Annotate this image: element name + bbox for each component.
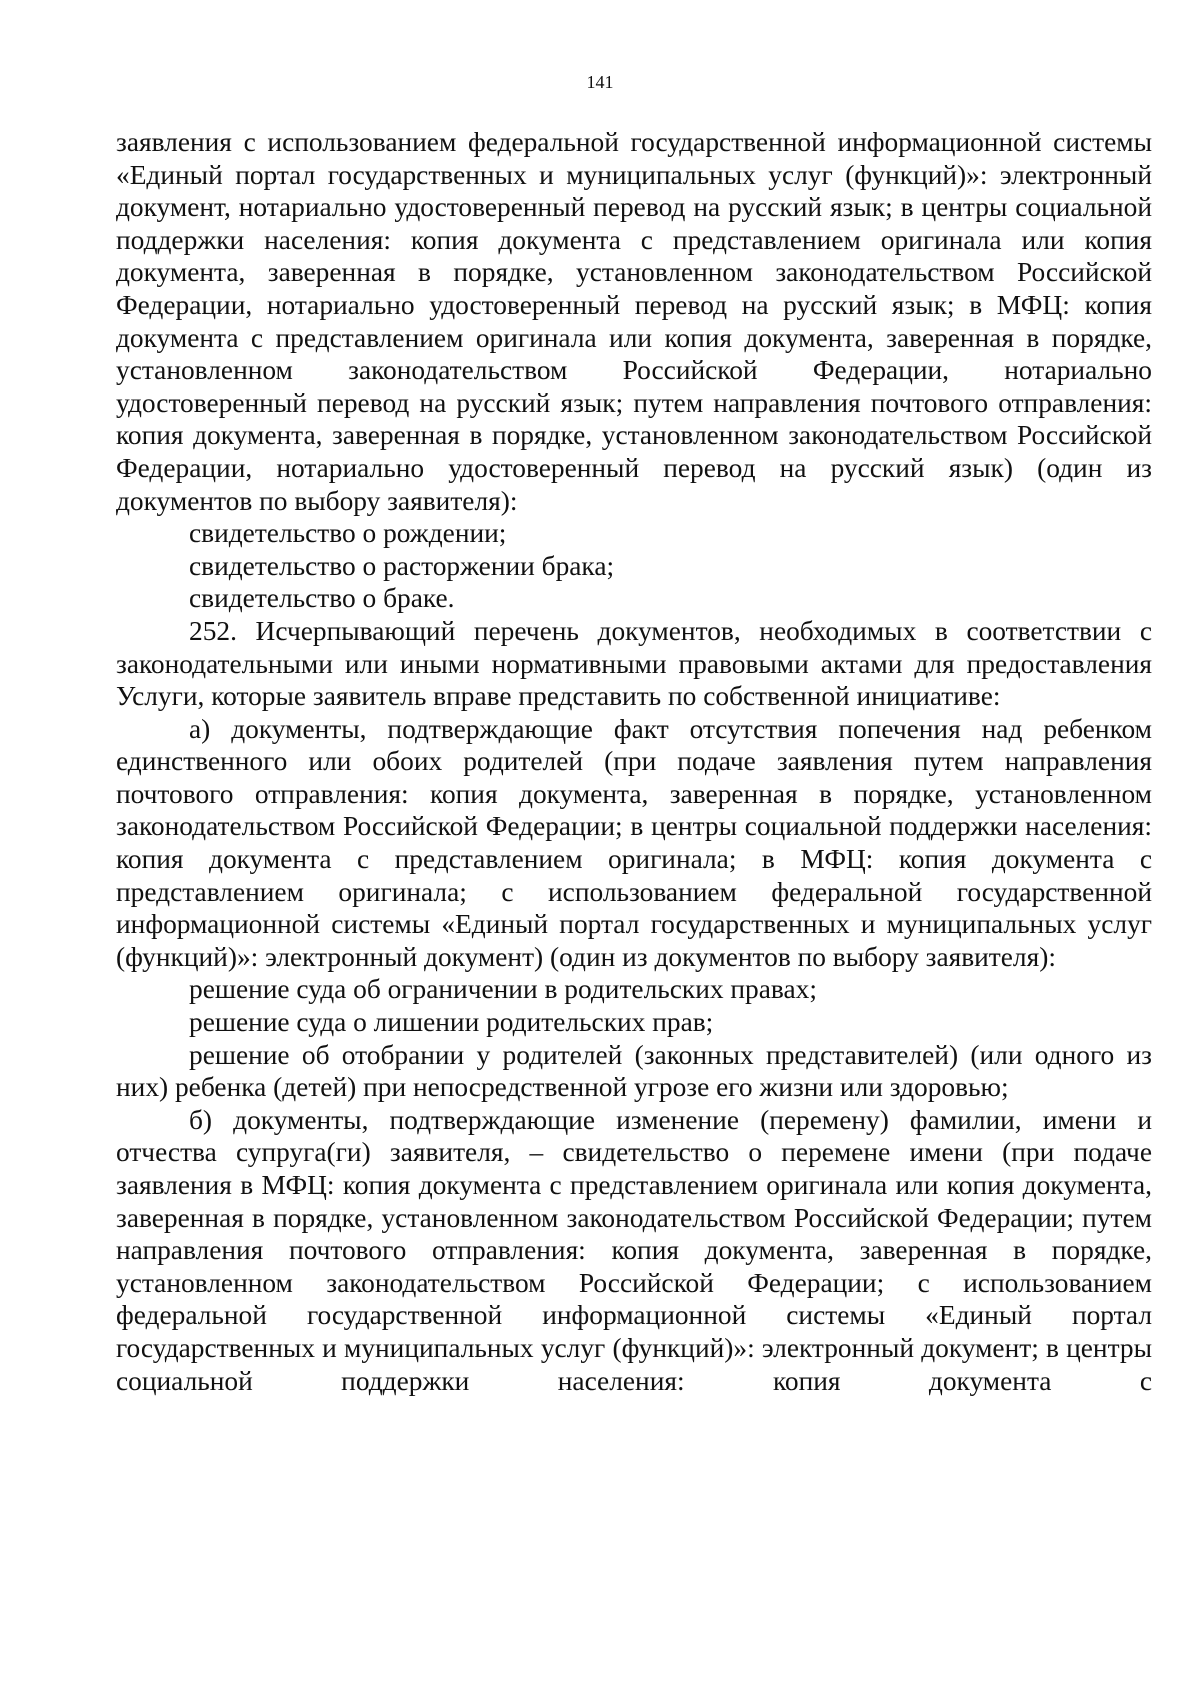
paragraph-continuation: заявления с использованием федеральной государственной информационной системы «Единый портал государственных и муниципальных услуг (функций)»: электронный документ, нотариально удостоверенный перевод на русский язык; в центры социальной поддержки населения: копия документа с представлением оригинала или копия документа, заверенная в порядке, установленном законодательством Российской Федерации, нотариально удостоверенный перевод на русский язык; в МФЦ: копия документа с представлением оригинала или копия документа, заверенная в порядке, установленном законодательством Российской Федерации, нотариально удостоверенный перевод на русский язык; путем направления почтового отправления: копия документа, заверенная в порядке, установленном законодательством Российской Федерации, нотариально удостоверенный перевод на русский язык) (один из документов по выбору заявителя):	[116, 127, 1152, 516]
paragraph-item-a: а) документы, подтверждающие факт отсутствия попечения над ребенком единственного или обоих родителей (при подаче заявления путем направления почтового отправления: копия документа, заверенная в порядке, установленном законодательством Российской Федерации; в центры социальной поддержки населения: копия документа с представлением оригинала; в МФЦ: копия документа с представлением оригинала; с использованием федеральной государственной информационной системы «Единый портал государственных и муниципальных услуг (функций)»: электронный документ) (один из документов по выбору заявителя):	[116, 713, 1152, 972]
list-item-court-restriction: решение суда об ограничении в родительских правах;	[189, 974, 817, 1005]
paragraph-252: 252. Исчерпывающий перечень документов, необходимых в соответствии с законодательными или иными нормативными правовыми актами для предоставления Услуги, которые заявитель вправе представить по собственной инициативе:	[116, 615, 1152, 712]
paragraph-item-b: б) документы, подтверждающие изменение (перемену) фамилии, имени и отчества супруга(ги) заявителя, – свидетельство о перемене имени (при подаче заявления в МФЦ: копия документа с представлением оригинала или копия документа, заверенная в порядке, установленном законодательством Российской Федерации; путем направления почтового отправления: копия документа, заверенная в порядке, установленном законодательством Российской Федерации; с использованием федеральной государственной информационной системы «Единый портал государственных и муниципальных услуг (функций)»: электронный документ; в центры социальной поддержки населения: копия документа с	[116, 1104, 1152, 1396]
document-body	[116, 126, 1152, 1397]
list-item-birth-certificate: свидетельство о рождении;	[189, 518, 507, 549]
list-item-removal-decision: решение об отобрании у родителей (законных представителей) (или одного из них) ребенка (детей) при непосредственной угрозе его жизни или здоровью;	[116, 1039, 1152, 1103]
list-item-court-deprivation: решение суда о лишении родительских прав;	[189, 1007, 714, 1038]
list-item-divorce-certificate: свидетельство о расторжении брака;	[189, 550, 615, 581]
list-item-marriage-certificate: свидетельство о браке.	[189, 583, 455, 614]
page-number: 141	[586, 72, 614, 92]
